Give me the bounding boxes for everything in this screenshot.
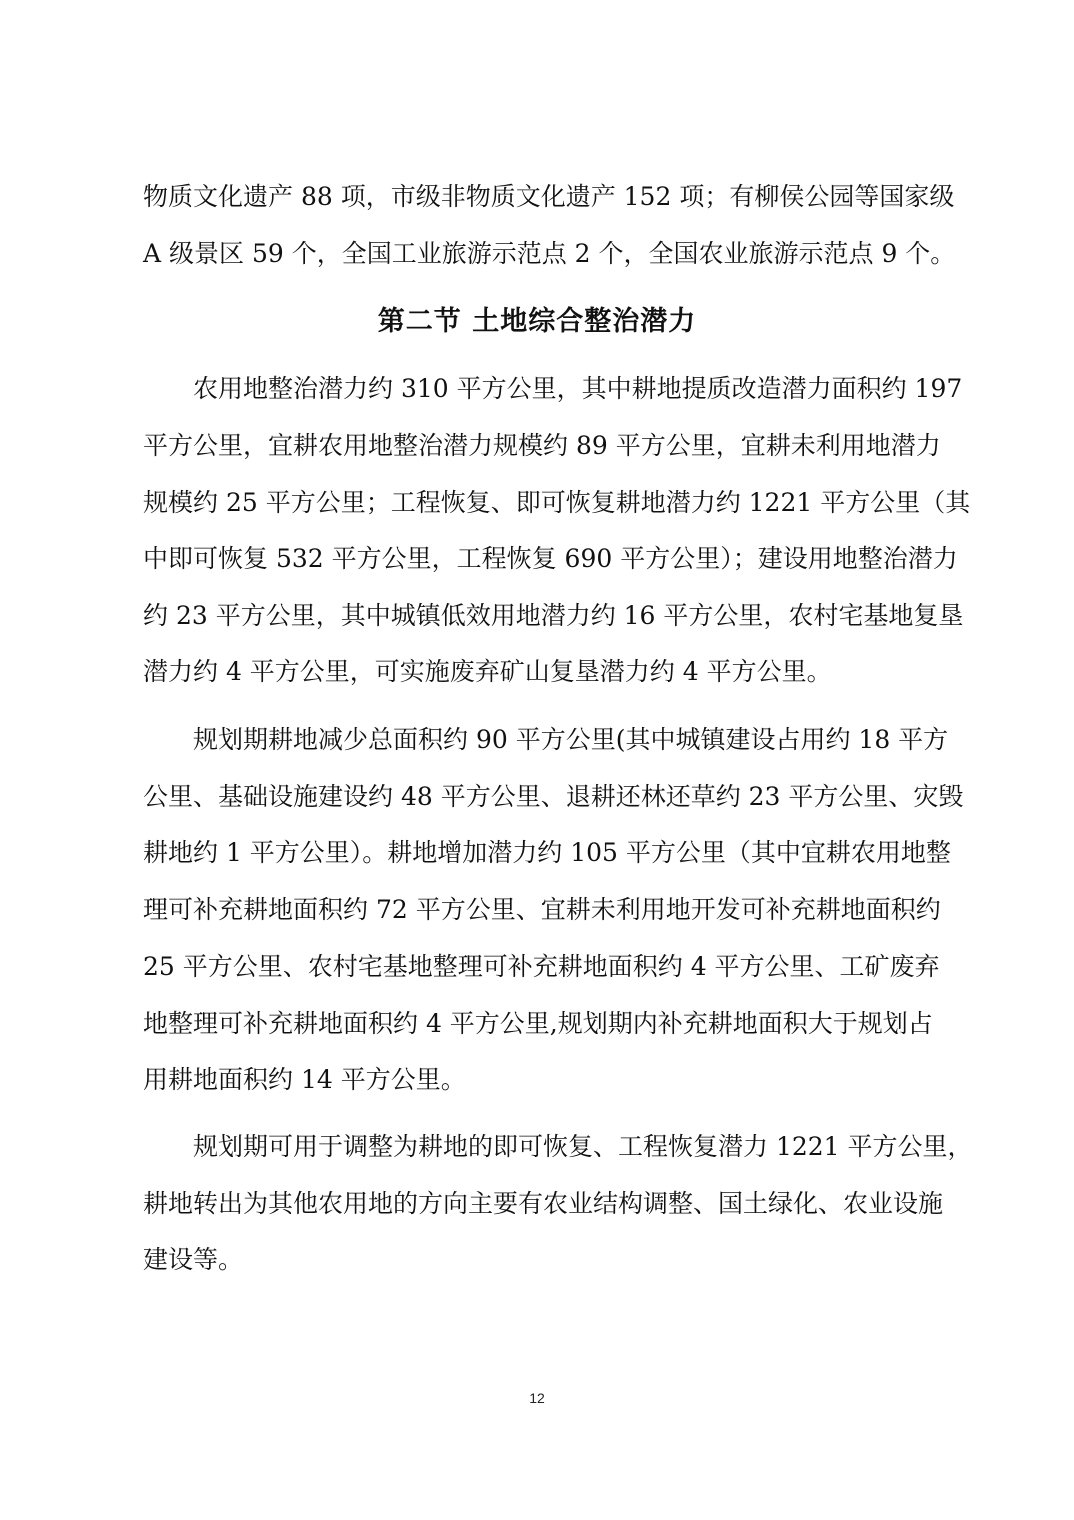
paragraph2-line-6: 地整理可补充耕地面积约 4 平方公里,规划期内补充耕地面积大于规划占: [143, 1009, 933, 1038]
paragraph1-line-1: 农用地整治潜力约 310 平方公里，其中耕地提质改造潜力面积约 197: [193, 374, 963, 403]
paragraph2-line-2: 公里、基础设施建设约 48 平方公里、退耕还林还草约 23 平方公里、灾毁: [143, 782, 964, 811]
paragraph2-line-7: 用耕地面积约 14 平方公里。: [143, 1065, 466, 1094]
paragraph3-line-3: 建设等。: [143, 1245, 244, 1274]
intro-line-1: 物质文化遗产 88 项，市级非物质文化遗产 152 项；有柳侯公园等国家级: [143, 182, 955, 211]
paragraph1-line-6: 潜力约 4 平方公里，可实施废弃矿山复垦潜力约 4 平方公里。: [143, 657, 832, 686]
paragraph2-line-5: 25 平方公里、农村宅基地整理可补充耕地面积约 4 平方公里、工矿废弃: [143, 952, 940, 981]
paragraph1-line-4: 中即可恢复 532 平方公里，工程恢复 690 平方公里）；建设用地整治潜力: [143, 544, 958, 573]
paragraph1-line-3: 规模约 25 平方公里；工程恢复、即可恢复耕地潜力约 1221 平方公里（其: [143, 488, 971, 517]
paragraph1-line-2: 平方公里，宜耕农用地整治潜力规模约 89 平方公里，宜耕未利用地潜力: [143, 431, 941, 460]
intro-line-2: A 级景区 59 个，全国工业旅游示范点 2 个，全国农业旅游示范点 9 个。: [143, 239, 956, 268]
paragraph1-line-5: 约 23 平方公里，其中城镇低效用地潜力约 16 平方公里，农村宅基地复垦: [143, 601, 964, 630]
paragraph3-line-2: 耕地转出为其他农用地的方向主要有农业结构调整、国土绿化、农业设施: [143, 1189, 944, 1218]
paragraph3-line-1: 规划期可用于调整为耕地的即可恢复、工程恢复潜力 1221 平方公里，: [193, 1132, 973, 1161]
paragraph2-line-1: 规划期耕地减少总面积约 90 平方公里(其中城镇建设占用约 18 平方: [193, 725, 949, 754]
page-number: 12: [529, 1390, 545, 1406]
paragraph2-line-3: 耕地约 1 平方公里）。耕地增加潜力约 105 平方公里（其中宜耕农用地整: [143, 838, 951, 867]
section-title: 第二节 土地综合整治潜力: [377, 306, 697, 337]
paragraph2-line-4: 理可补充耕地面积约 72 平方公里、宜耕未利用地开发可补充耕地面积约: [143, 895, 941, 924]
